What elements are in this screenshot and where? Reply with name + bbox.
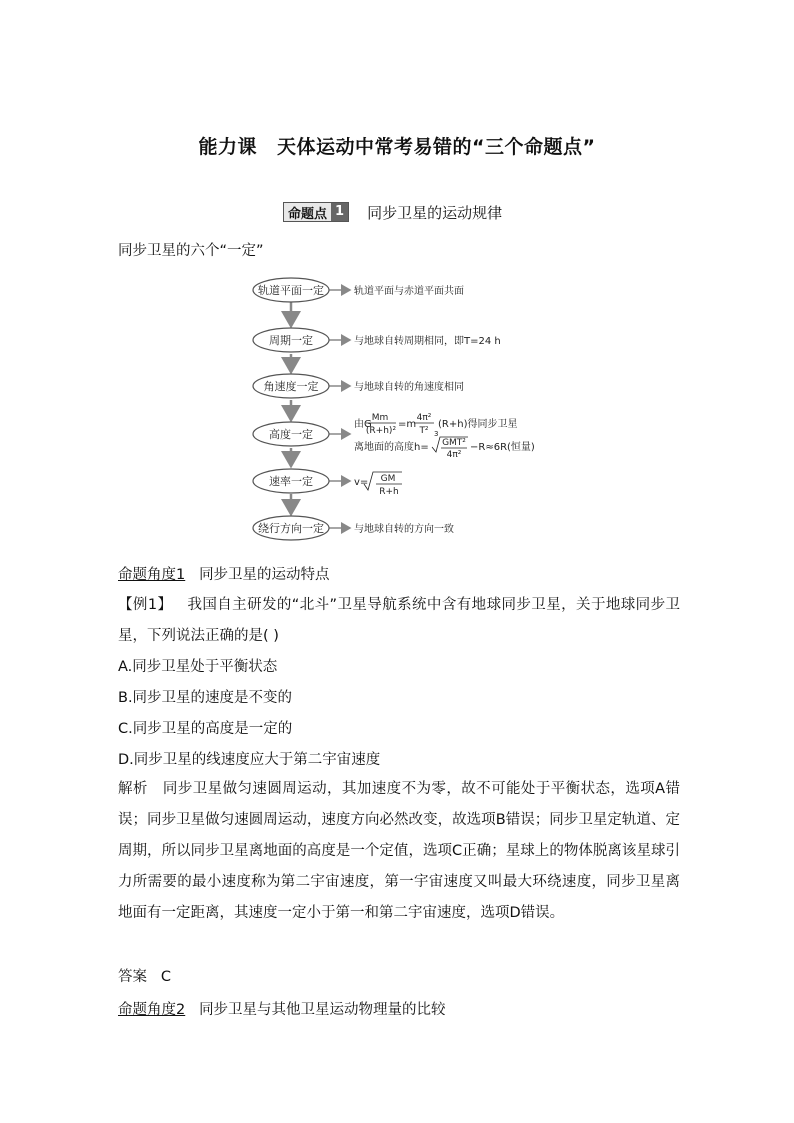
node-label: 轨道平面一定	[258, 284, 324, 297]
node-desc: (R+h)得同步卫星	[438, 419, 518, 430]
formula-text: 由G	[354, 419, 372, 430]
example-stem: 【例1】 我国自主研发的“北斗”卫星导航系统中含有地球同步卫星，关于地球同步卫星，下列说法正确的是( )	[118, 597, 680, 644]
formula-text: T²	[419, 426, 429, 436]
node-label: 高度一定	[269, 428, 313, 441]
section-header	[283, 201, 502, 223]
option-d: D.同步卫星的线速度应大于第二宇宙速度	[118, 752, 381, 768]
node-label: 速率一定	[269, 475, 313, 488]
section-badge: 命题点 1	[283, 202, 349, 222]
node-label: 角速度一定	[263, 380, 319, 393]
option-a: A.同步卫星处于平衡状态	[118, 659, 278, 675]
formula-text: (R+h)²	[365, 426, 397, 436]
node-desc: 离地面的高度h=	[354, 442, 429, 453]
intro-text: 同步卫星的六个“一定”	[118, 243, 264, 259]
answer-line: 答案 C	[118, 969, 171, 985]
formula-text: =m	[398, 419, 417, 430]
angle1-heading: 命题角度1 同步卫星的运动特点	[118, 567, 330, 583]
page-title: 能力课 天体运动中常考易错的“三个命题点”	[198, 136, 596, 158]
flow-diagram	[250, 274, 550, 544]
node-label: 绕行方向一定	[258, 522, 324, 535]
formula-text: Mm	[371, 413, 389, 423]
node-desc: 与地球自转的方向一致	[354, 524, 454, 535]
formula-text: GM	[380, 474, 396, 484]
formula-text: R+h	[379, 487, 399, 497]
node-desc: 与地球自转的角速度相同	[354, 382, 464, 393]
formula-text: GMT²	[442, 438, 466, 448]
angle2-heading: 命题角度2 同步卫星与其他卫星运动物理量的比较	[118, 1002, 446, 1018]
section-title: 同步卫星的运动规律	[367, 203, 503, 222]
node-desc: v=	[354, 477, 369, 488]
node-desc: −R≈6R(恒量)	[470, 442, 535, 453]
formula-text: 3	[434, 430, 439, 438]
option-c: C.同步卫星的高度是一定的	[118, 721, 293, 737]
analysis-block: 解析 同步卫星做匀速圆周运动，其加速度不为零，故不可能处于平衡状态，选项A错误；同步卫星做匀速圆周运动，速度方向必然改变，故选项B错误；同步卫星定轨道、定周期，所以同步卫星离地面的高度是一个定值，选项C正确；星球上的物体脱离该星球引力所需要的最小速度称为第二宇宙速度，第一宇宙速度又叫最大环绕速度，同步卫星离地面有一定距离，其速度一定小于第一和第二宇宙速度，选项D错误。	[118, 781, 681, 921]
option-b: B.同步卫星的速度是不变的	[118, 690, 293, 706]
formula-text: 4π²	[446, 450, 462, 460]
node-desc: 轨道平面与赤道平面共面	[354, 286, 464, 297]
node-label: 周期一定	[269, 334, 313, 347]
formula-text: 4π²	[416, 413, 432, 423]
node-desc: 与地球自转周期相同，即T=24 h	[354, 336, 501, 347]
